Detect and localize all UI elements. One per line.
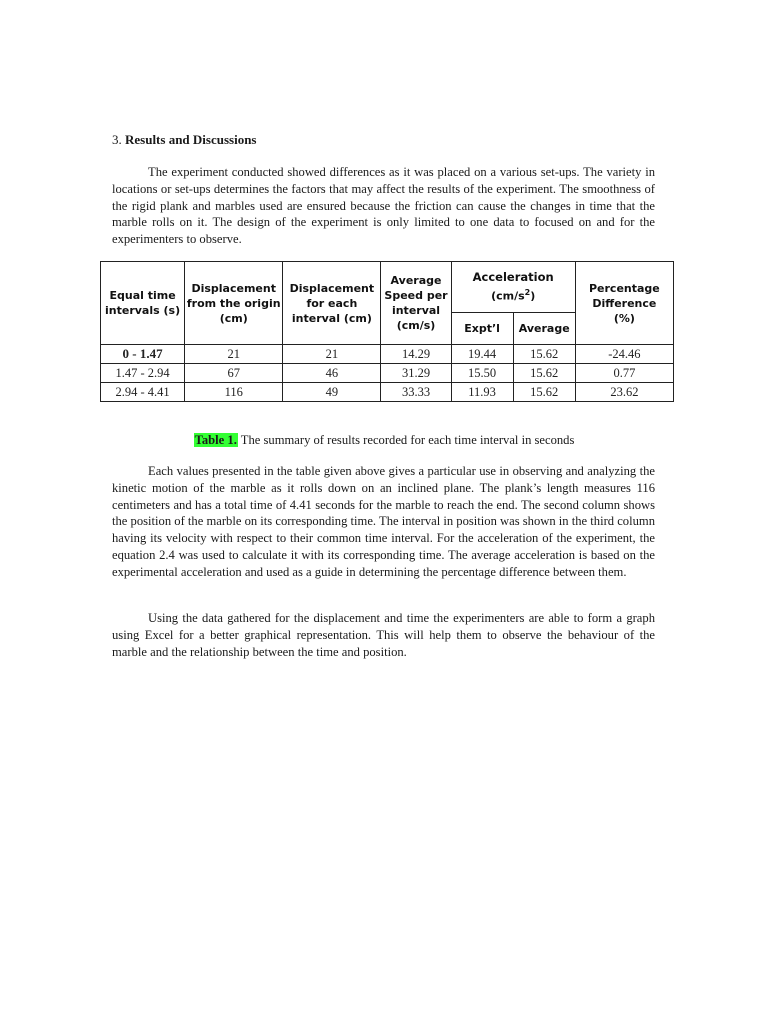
cell-acceleration-average: 15.62: [513, 364, 575, 383]
cell-displacement-interval: 49: [283, 383, 381, 402]
section-number: 3.: [112, 132, 122, 147]
cell-average-speed: 31.29: [381, 364, 451, 383]
cell-acceleration-expt: 11.93: [451, 383, 513, 402]
cell-average-speed: 14.29: [381, 345, 451, 364]
cell-percentage-difference: -24.46: [575, 345, 673, 364]
table-row: [101, 383, 674, 402]
table-caption: [0, 432, 768, 449]
graph-text: Using the data gathered for the displacement and time the experimenters are able to form a graph using Excel for a better graphical representation. This will help them to observe the behaviour of the marble and the relationship between the time and position.: [112, 611, 655, 659]
header-acceleration: [451, 262, 575, 313]
section-title: Results and Discussions: [125, 132, 257, 147]
cell-acceleration-average: 15.62: [513, 345, 575, 364]
analysis-text: Each values presented in the table given above gives a particular use in observing and analyzing the kinetic motion of the marble as it rolls down on an inclined plane. The plank’s length measures 116 centimeters and has a total time of 4.41 seconds for the marble to reach the end. The second column shows the position of the marble on its corresponding time. The interval in position was shown in the third column having its velocity with respect to their common time interval. For the acceleration of the experiment, the equation 2.4 was used to calculate it with its corresponding time. The average acceleration is based on the experimental acceleration and used as a guide in determining the percentage difference between them.: [112, 464, 655, 579]
caption-text: The summary of results recorded for each time interval in seconds: [240, 433, 575, 447]
intro-paragraph: [112, 164, 655, 248]
header-displacement-interval: Displacement for each interval (cm): [283, 262, 381, 345]
cell-acceleration-average: 15.62: [513, 383, 575, 402]
cell-displacement-origin: 67: [185, 364, 283, 383]
table-row: [101, 345, 674, 364]
results-table: [100, 261, 674, 402]
header-acceleration-average: Average: [513, 313, 575, 345]
header-average-speed: Average Speed per interval (cm/s): [381, 262, 451, 345]
cell-acceleration-expt: 15.50: [451, 364, 513, 383]
cell-average-speed: 33.33: [381, 383, 451, 402]
header-percentage-difference: Percentage Difference (%): [575, 262, 673, 345]
cell-percentage-difference: 0.77: [575, 364, 673, 383]
analysis-paragraph: [112, 463, 655, 581]
cell-acceleration-expt: 19.44: [451, 345, 513, 364]
cell-interval: 1.47 - 2.94: [101, 364, 185, 383]
cell-interval: 2.94 - 4.41: [101, 383, 185, 402]
cell-displacement-interval: 21: [283, 345, 381, 364]
cell-interval: 0 - 1.47: [101, 345, 185, 364]
header-displacement-origin: Displacement from the origin (cm): [185, 262, 283, 345]
header-acceleration-expt: Expt’l: [451, 313, 513, 345]
section-heading: [112, 131, 257, 149]
caption-label: Table 1.: [194, 433, 237, 447]
graph-paragraph: [112, 610, 655, 660]
cell-displacement-origin: 116: [185, 383, 283, 402]
header-interval: Equal time intervals (s): [101, 262, 185, 345]
cell-percentage-difference: 23.62: [575, 383, 673, 402]
acceleration-title: Acceleration: [472, 270, 554, 285]
cell-displacement-interval: 46: [283, 364, 381, 383]
table-row: [101, 364, 674, 383]
intro-text: The experiment conducted showed differences as it was placed on a various set-ups. The variety in locations or set-ups determines the factors that may affect the results of the experiment. The smoothness of the rigid plank and marbles used are ensured because the friction can cause the changes in time that the marble rolls on it. The design of the experiment is only limited to one data to focused on and for the experimenters to observe.: [112, 165, 655, 247]
cell-displacement-origin: 21: [185, 345, 283, 364]
acceleration-unit: $(cm/s^2)$: [491, 288, 536, 303]
